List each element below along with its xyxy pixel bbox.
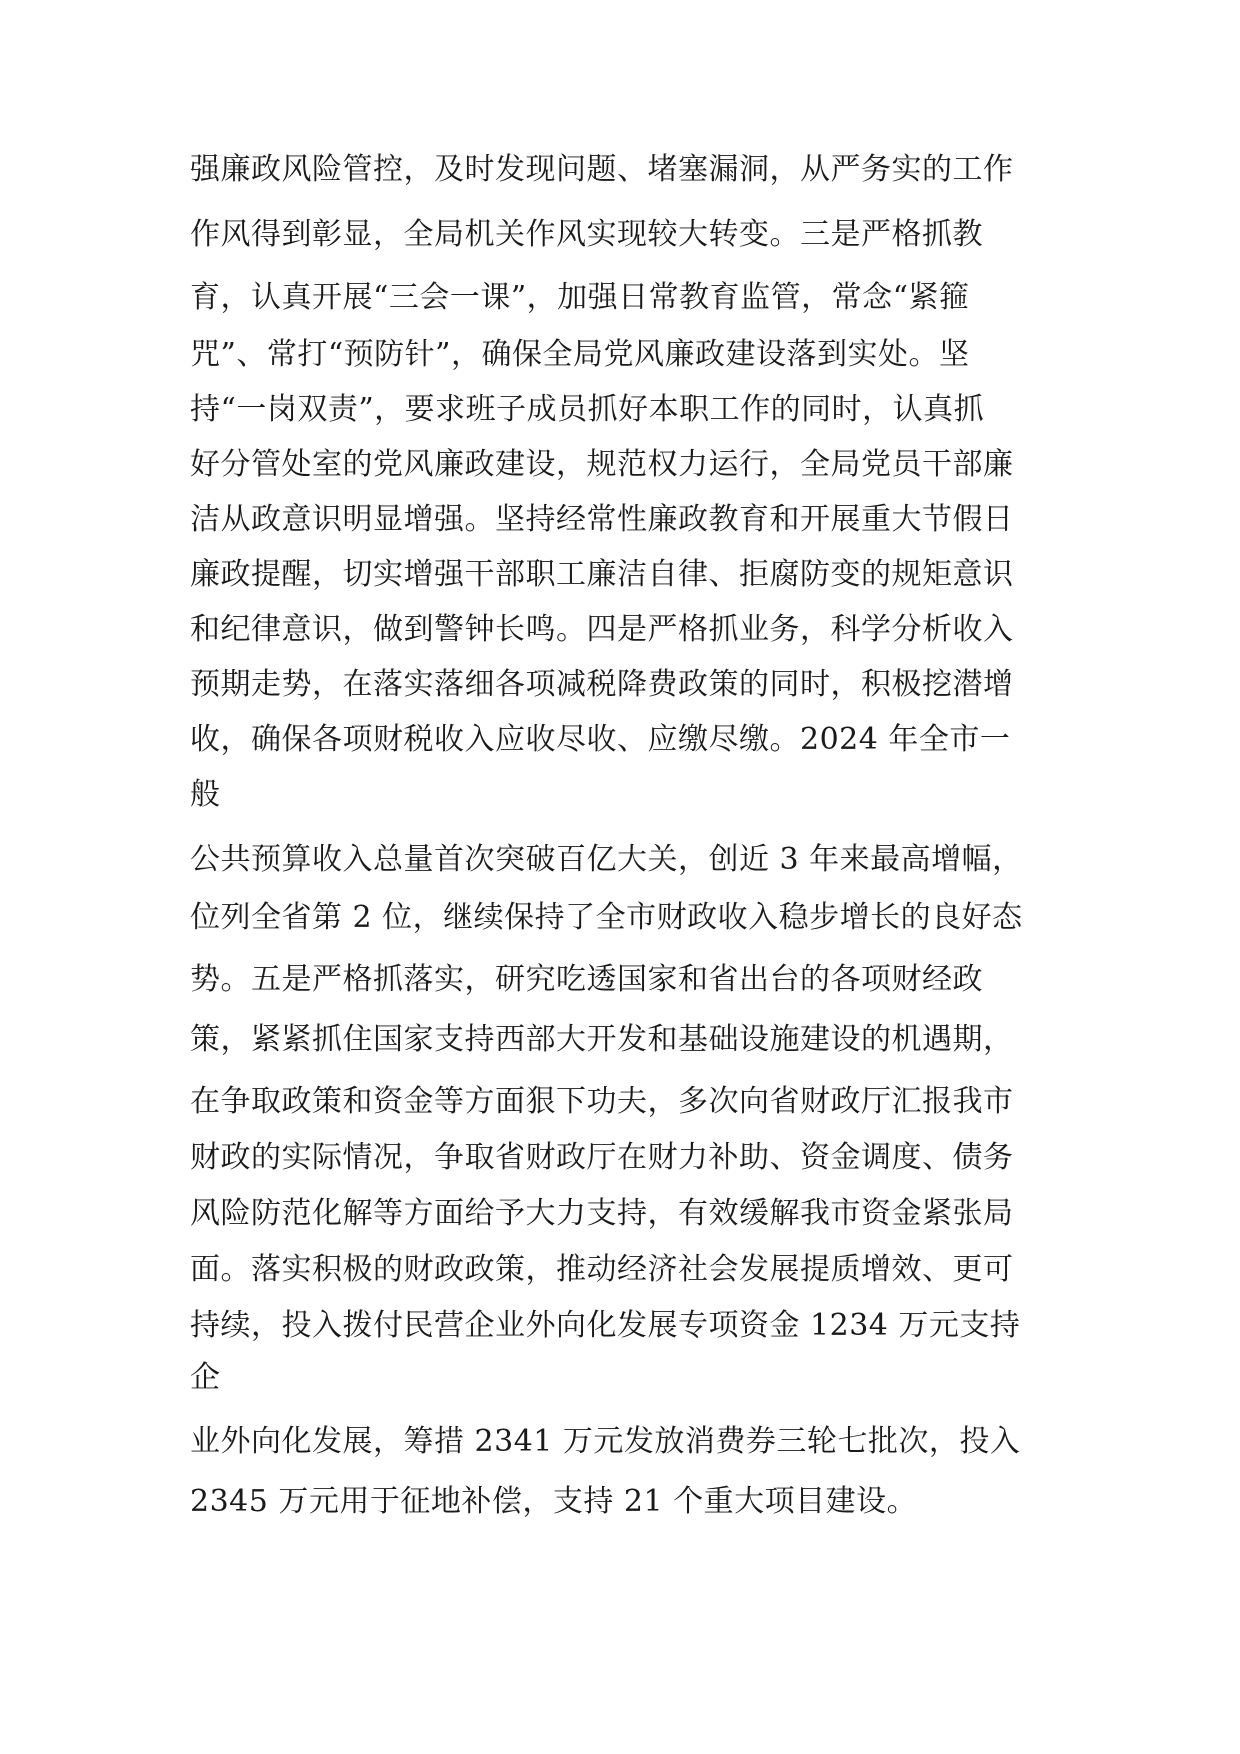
text-line: 风险防范化解等方面给予大力支持，有效缓解我市资金紧张局 [190, 1196, 1014, 1231]
text-line: 持“一岗双责”，要求班子成员抓好本职工作的同时，认真抓 [190, 392, 985, 427]
text-line: 业外向化发展，筹措 2341 万元发放消费券三轮七批次，投入 [190, 1424, 1021, 1459]
text-line: 作风得到彰显，全局机关作风实现较大转变。三是严格抓教 [190, 217, 983, 252]
text-line: 位列全省第 2 位，继续保持了全市财政收入稳步增长的良好态 [190, 900, 1023, 935]
text-line: 廉政提醒，切实增强干部职工廉洁自律、拒腐防变的规矩意识 [190, 557, 1014, 592]
text-line: 持续，投入拨付民营企业外向化发展专项资金 1234 万元支持 [190, 1308, 1021, 1343]
text-line: 和纪律意识，做到警钟长鸣。四是严格抓业务，科学分析收入 [190, 612, 1014, 647]
text-line: 预期走势，在落实落细各项减税降费政策的同时，积极挖潜增 [190, 667, 1014, 702]
text-line: 势。五是严格抓落实，研究吃透国家和省出台的各项财经政 [190, 962, 983, 997]
text-line: 面。落实积极的财政政策，推动经济社会发展提质增效、更可 [190, 1252, 1014, 1287]
text-line: 育，认真开展“三会一课”，加强日常教育监管，常念“紧箍 [190, 280, 970, 315]
text-line: 2345 万元用于征地补偿，支持 21 个重大项目建设。 [190, 1484, 918, 1519]
text-line: 好分管处室的党风廉政建设，规范权力运行，全局党员干部廉 [190, 447, 1014, 482]
text-line: 公共预算收入总量首次突破百亿大关，创近 3 年来最高增幅， [190, 842, 1023, 877]
text-line: 收，确保各项财税收入应收尽收、应缴尽缴。2024 年全市一 [190, 722, 1011, 757]
text-line: 策，紧紧抓住国家支持西部大开发和基础设施建设的机遇期， [190, 1022, 1014, 1057]
text-line: 强廉政风险管控，及时发现问题、堵塞漏洞，从严务实的工作 [190, 152, 1014, 187]
text-line: 在争取政策和资金等方面狠下功夫，多次向省财政厅汇报我市 [190, 1084, 1014, 1119]
text-line: 洁从政意识明显增强。坚持经常性廉政教育和开展重大节假日 [190, 502, 1014, 537]
text-line: 咒”、常打“预防针”，确保全局党风廉政建设落到实处。坚 [190, 337, 970, 372]
text-line: 财政的实际情况，争取省财政厅在财力补助、资金调度、债务 [190, 1140, 1014, 1175]
text-line: 般 [190, 777, 221, 812]
text-line: 企 [190, 1360, 221, 1395]
